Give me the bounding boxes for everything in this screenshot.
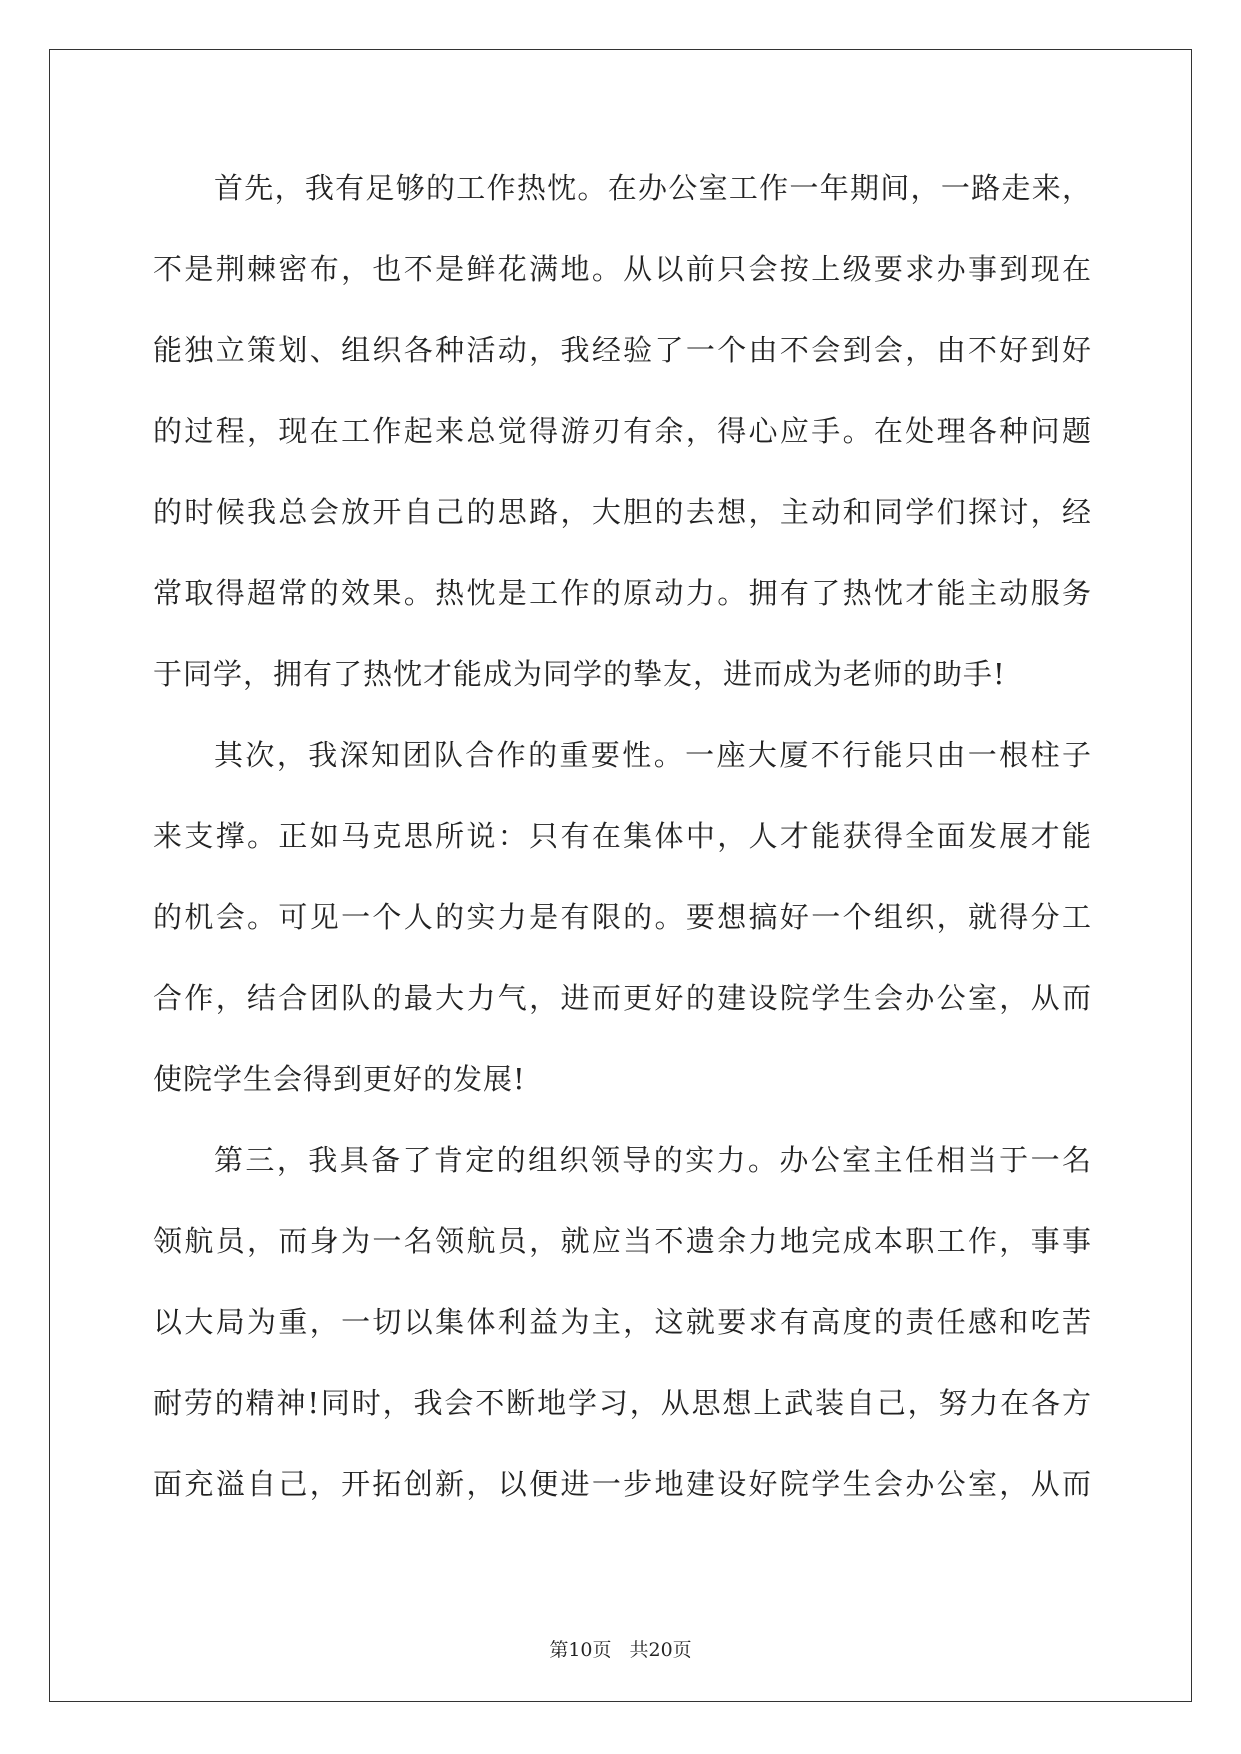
paragraph-3-line-1: 第三，我具备了肯定的组织领导的实力。办公室主任相当于一名 (214, 1143, 1092, 1177)
paragraph-1-line-5: 的时候我总会放开自己的思路，大胆的去想，主动和同学们探讨，经 (153, 495, 1092, 529)
paragraph-3-line-5: 面充溢自己，开拓创新，以便进一步地建设好院学生会办公室，从而 (153, 1467, 1092, 1501)
paragraph-1-line-1: 首先，我有足够的工作热忱。在办公室工作一年期间，一路走来， (214, 171, 1092, 205)
paragraph-1-line-7: 于同学，拥有了热忱才能成为同学的挚友，进而成为老师的助手! (153, 657, 1006, 691)
paragraph-3-line-4: 耐劳的精神!同时，我会不断地学习，从思想上武装自己，努力在各方 (153, 1386, 1092, 1420)
paragraph-1-line-6: 常取得超常的效果。热忱是工作的原动力。拥有了热忱才能主动服务 (153, 576, 1092, 610)
page-number-total: 共20页 (629, 1639, 692, 1661)
paragraph-2-line-5: 使院学生会得到更好的发展! (153, 1062, 526, 1096)
paragraph-1-line-2: 不是荆棘密布，也不是鲜花满地。从以前只会按上级要求办事到现在 (153, 252, 1092, 286)
page-number-current: 第10页 (549, 1639, 612, 1661)
paragraph-2-line-4: 合作，结合团队的最大力气，进而更好的建设院学生会办公室，从而 (153, 981, 1092, 1015)
paragraph-3-line-3: 以大局为重，一切以集体利益为主，这就要求有高度的责任感和吃苦 (153, 1305, 1092, 1339)
paragraph-3-line-2: 领航员，而身为一名领航员，就应当不遗余力地完成本职工作，事事 (153, 1224, 1092, 1258)
paragraph-2-line-3: 的机会。可见一个人的实力是有限的。要想搞好一个组织，就得分工 (153, 900, 1092, 934)
paragraph-2-line-2: 来支撑。正如马克思所说：只有在集体中，人才能获得全面发展才能 (153, 819, 1092, 853)
paragraph-1-line-3: 能独立策划、组织各种活动，我经验了一个由不会到会，由不好到好 (153, 333, 1092, 367)
page-footer (0, 1635, 1241, 1662)
document-body (153, 148, 1092, 1525)
paragraph-2-line-1: 其次，我深知团队合作的重要性。一座大厦不行能只由一根柱子 (214, 738, 1092, 772)
paragraph-1-line-4: 的过程，现在工作起来总觉得游刃有余，得心应手。在处理各种问题 (153, 414, 1092, 448)
